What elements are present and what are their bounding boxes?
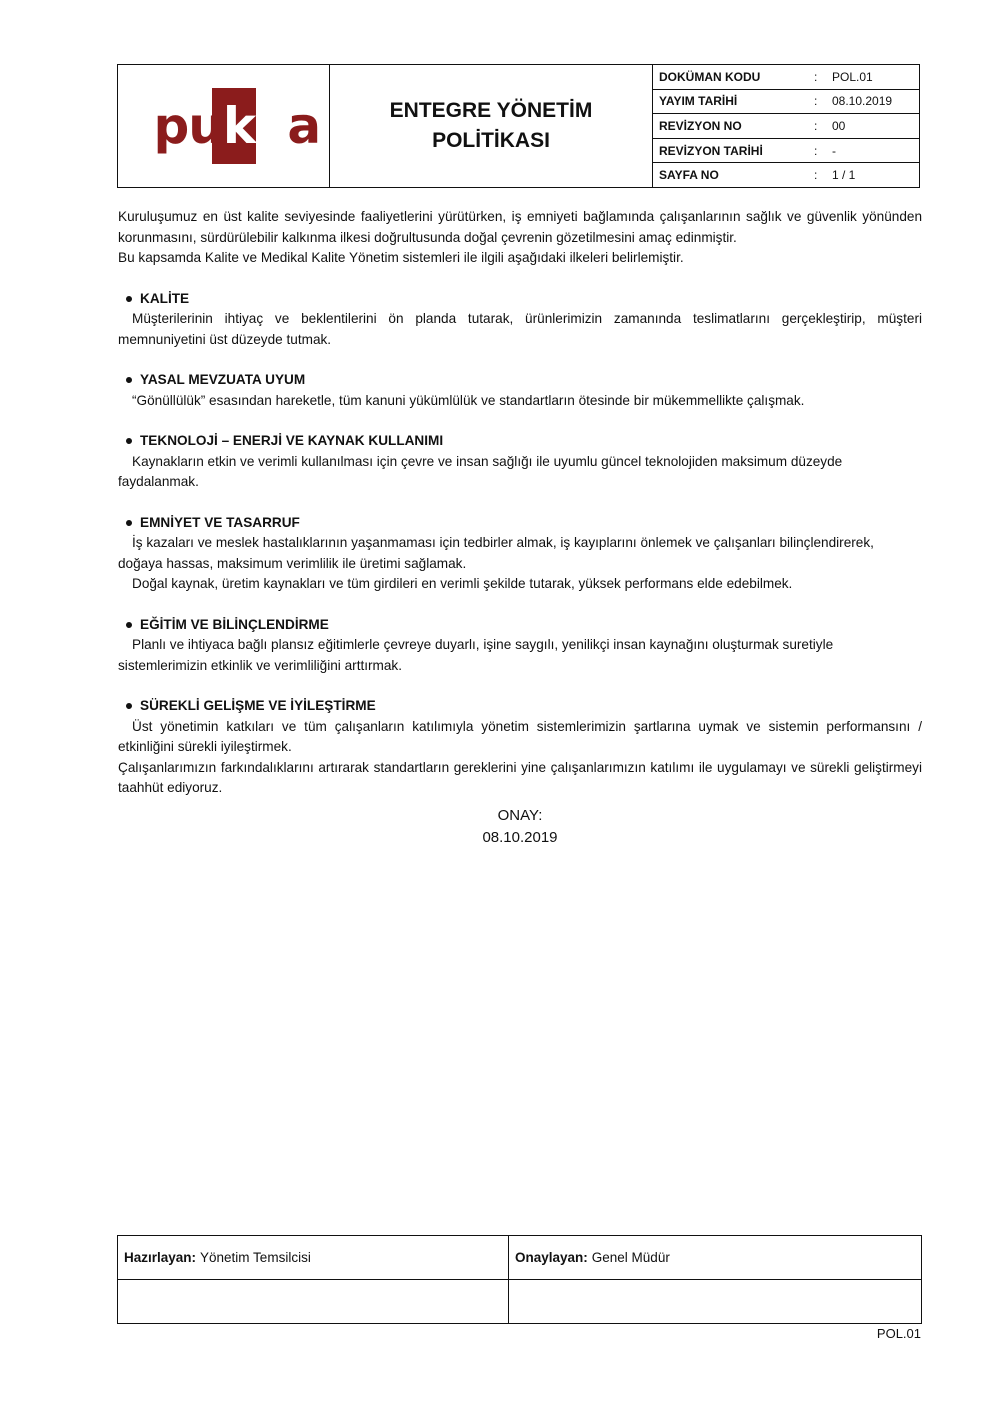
meta-colon: : [814,69,818,84]
meta-value: - [832,143,836,158]
section-safety-savings [118,513,922,595]
section-heading: EMNİYET VE TASARRUF [140,514,300,530]
section-text-2: Doğal kaynak, üretim kaynakları ve tüm girdileri en verimli şekilde tutarak, yüksek performans elde edebilmek. [132,576,793,591]
approved-by-value: Genel Müdür [591,1250,670,1265]
meta-colon: : [814,143,818,158]
logo-text-part1: pu [153,97,223,155]
meta-key: REVİZYON NO [659,118,742,133]
document-header [117,64,920,188]
approval-label: ONAY: [497,806,543,824]
intro-scope: Bu kapsamda Kalite ve Medikal Kalite Yönetim sistemleri ile ilgili aşağıdaki ilkeleri belirlemiştir. [118,250,684,265]
closing-paragraph: Çalışanlarımızın farkındalıklarını artırarak standartların gereklerini yine çalışanlarımızın katılımı ile uygulamayı ve sürekli geliştirmeyi taahhüt ediyoruz. [118,759,922,795]
prepared-signature-cell [118,1280,508,1323]
section-text: Planlı ve ihtiyaca bağlı plansız eğitimlerle çevreye duyarlı, işine saygılı, yenilikçi insan kaynağını oluşturmak suretiyle sistemlerimizin etkinlik ve verimliliğini arttırmak. [118,637,834,673]
section-quality [118,289,922,351]
section-legal-compliance [118,370,922,411]
bullet-icon [126,703,132,709]
prepared-by-value: Yönetim Temsilcisi [200,1250,311,1265]
section-text: Kaynakların etkin ve verimli kullanılması için çevre ve insan sağlığı ile uyumlu güncel teknolojiden maksimum düzeyde faydalanmak. [118,453,843,489]
section-text: Müşterilerinin ihtiyaç ve beklentilerini ön planda tutarak, ürünlerimizin zamanında teslimatlarını gerçekleştirip, müşteri memnuniyetini üst düzeyde tutmak. [118,311,922,347]
meta-key: DOKÜMAN KODU [659,69,761,84]
approval-block [118,805,922,849]
section-text: İş kazaları ve meslek hastalıklarının yaşanmaması için tedbirler almak, iş kayıplarını önlemek ve çalışanları bilinçlendirerek, doğaya hassas, maksimum verimlilik ile üretimi sağlamak. [118,535,874,571]
section-technology-energy [118,431,922,493]
approval-date: 08.10.2019 [482,828,558,846]
section-heading: SÜREKLİ GELİŞME VE İYİLEŞTİRME [140,698,376,713]
section-heading: KALİTE [140,290,190,306]
approved-by-cell [508,1236,921,1280]
intro-paragraph: Kuruluşumuz en üst kalite seviyesinde faaliyetlerini yürütürken, iş emniyeti bağlamında çalışanlarının sağlık ve güvenlik yönünden korunmasını, sürdürülebilir kalkınma ilkesi doğrultusunda doğal çevrenin gözetilmesini amaç edinmiştir. [118,209,922,245]
meta-value: 00 [832,118,846,133]
prepared-by-cell [118,1236,508,1280]
meta-row-revision-date [653,139,919,164]
meta-row-doc-code [653,65,919,90]
approved-by-label: Onaylayan: [515,1250,588,1265]
company-logo [153,88,321,164]
bullet-icon [126,296,132,302]
policy-body [118,207,922,849]
document-title [330,65,653,187]
signature-table [117,1235,922,1324]
prepared-by-label: Hazırlayan: [124,1250,197,1265]
meta-key: YAYIM TARİHİ [659,94,738,109]
meta-colon: : [814,168,818,183]
meta-key: SAYFA NO [659,168,719,183]
meta-colon: : [814,118,818,133]
meta-row-revision-no [653,114,919,139]
bullet-icon [126,377,132,383]
section-heading: EĞİTİM VE BİLİNÇLENDİRME [140,616,329,632]
meta-value: POL.01 [832,69,873,84]
meta-key: REVİZYON TARİHİ [659,143,763,158]
meta-row-publish-date [653,90,919,115]
section-heading: YASAL MEVZUATA UYUM [140,372,306,387]
meta-colon: : [814,94,818,109]
meta-row-page-no [653,163,919,187]
approved-signature-cell [508,1280,921,1323]
logo-text [154,96,321,156]
section-text: “Gönüllülük” esasından hareketle, tüm kanuni yükümlülük ve standartların ötesinde bir mükemmellikte çalışmak. [132,392,805,408]
bullet-icon [126,622,132,628]
document-meta [653,65,919,187]
logo-text-part3: a [287,97,321,155]
logo-cell [118,65,330,187]
section-text: Üst yönetimin katkıları ve tüm çalışanların katılımıyla yönetim sistemlerimizin şartlarına uymak ve sistemin performansını / etkinliğini sürekli iyileştirmek. [118,718,922,754]
title-line-2: POLİTİKASI [432,129,550,152]
bullet-icon [126,438,132,444]
page-footer-code: POL.01 [876,1326,921,1341]
section-heading: TEKNOLOJİ – ENERJİ VE KAYNAK KULLANIMI [140,433,444,448]
section-continuous-improvement [118,696,922,758]
meta-value: 1 / 1 [832,168,856,183]
logo-text-part2: kk [222,97,288,155]
title-line-1: ENTEGRE YÖNETİM [389,99,593,122]
meta-value: 08.10.2019 [832,94,893,109]
bullet-icon [126,520,132,526]
section-training [118,615,922,677]
